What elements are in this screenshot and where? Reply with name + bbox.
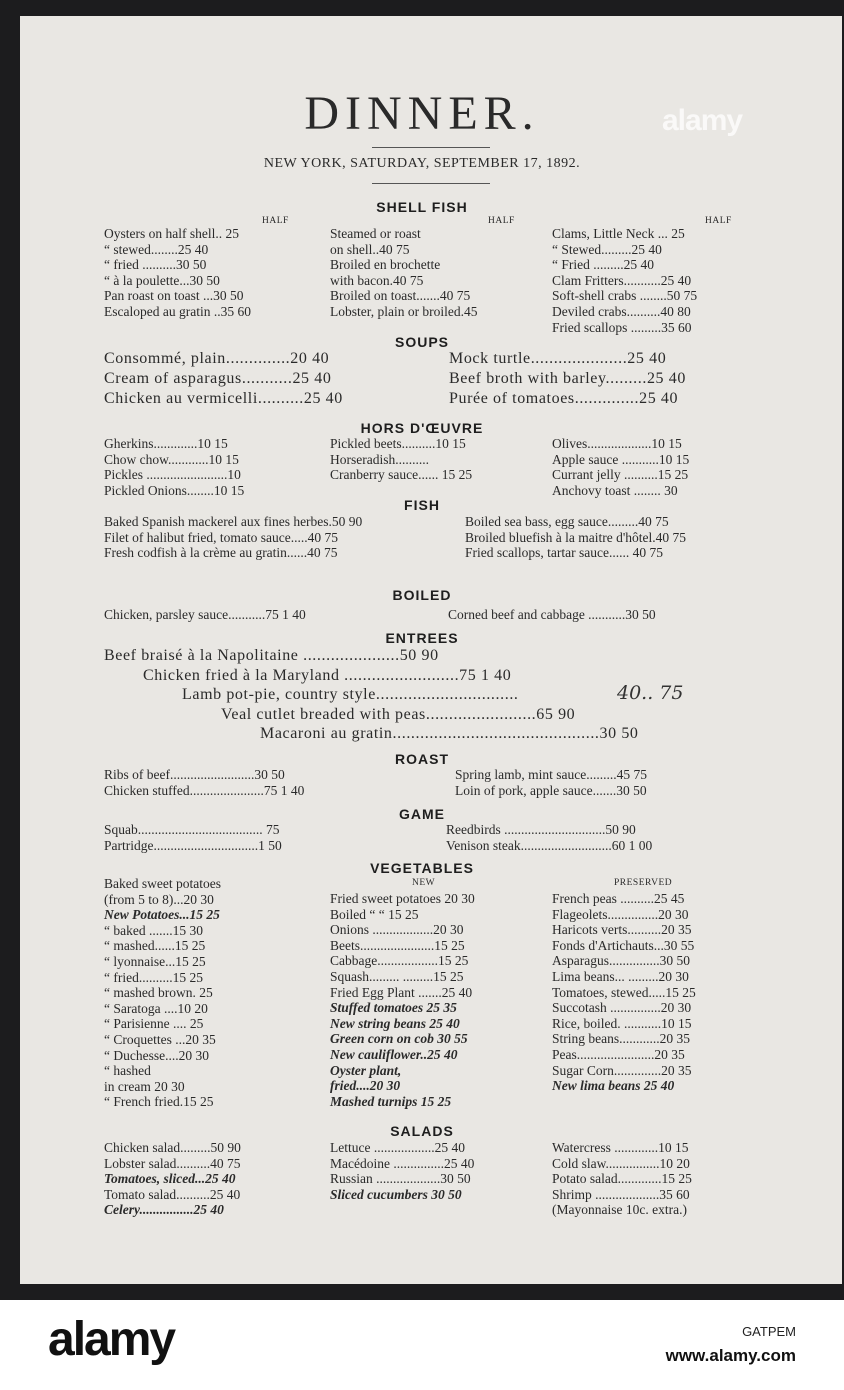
menu-item: “ lyonnaise...15 25 (104, 954, 206, 969)
menu-item: Fried sweet potatoes 20 30 (330, 891, 475, 906)
menu-item: Haricots verts..........20 35 (552, 922, 692, 938)
menu-title: DINNER. (304, 87, 540, 140)
menu-item: Cream of asparagus...........25 40 (104, 370, 332, 387)
menu-item: “ Fried .........25 40 (552, 257, 654, 273)
menu-item: “ French fried.15 25 (104, 1094, 214, 1110)
menu-item: Shrimp ...................35 60 (552, 1186, 690, 1202)
menu-item: Broiled on toast.......40 75 (330, 288, 471, 304)
menu-item: Rice, boiled. ...........10 15 (552, 1015, 692, 1031)
menu-item: Loin of pork, apple sauce.......30 50 (455, 782, 647, 798)
menu-item: New string beans 25 40 (330, 1015, 460, 1031)
menu-item: Stuffed tomatoes 25 35 (330, 1000, 457, 1016)
menu-item: Mock turtle.....................25 40 (449, 350, 667, 367)
menu-item: Lettuce ..................25 40 (330, 1140, 465, 1155)
menu-item: Purée of tomatoes..............25 40 (449, 390, 679, 407)
section-roast: ROAST (395, 751, 449, 767)
menu-item: Spring lamb, mint sauce.........45 75 (455, 767, 647, 782)
menu-item: Tomatoes, stewed.....15 25 (552, 984, 696, 1000)
menu-item: French peas ..........25 45 (552, 891, 685, 906)
handwritten-price: 40.. 75 (617, 682, 684, 704)
menu-date: NEW YORK, SATURDAY, SEPTEMBER 17, 1892. (263, 156, 581, 171)
menu-item: Pickled Onions........10 15 (104, 482, 245, 498)
menu-item: Sliced cucumbers 30 50 (330, 1186, 462, 1202)
menu-item: Corned beef and cabbage ...........30 50 (448, 607, 656, 622)
section-game: GAME (399, 806, 445, 822)
menu-item: Beets......................15 25 (330, 937, 465, 953)
menu-item: Consommé, plain..............20 40 (104, 350, 330, 367)
menu-item: Horseradish.......... (330, 451, 429, 467)
menu-item: Green corn on cob 30 55 (330, 1031, 468, 1047)
section-salads: SALADS (390, 1123, 454, 1139)
menu-item: Venison steak...........................60 1 00 (446, 837, 653, 853)
menu-item: Fried Egg Plant .......25 40 (330, 984, 473, 1000)
menu-item: “ fried ..........30 50 (104, 257, 207, 273)
menu-item: “ mashed......15 25 (104, 938, 206, 954)
menu-item: Watercress .............10 15 (552, 1140, 689, 1155)
half-label: HALF (488, 216, 515, 226)
menu-item: Broiled en brochette (330, 257, 441, 273)
section-boiled: BOILED (392, 587, 452, 603)
menu-item: Squash......... .........15 25 (330, 969, 464, 984)
menu-item: Fried scallops .........35 60 (552, 319, 692, 335)
menu-item: Tomato salad..........25 40 (104, 1186, 241, 1202)
menu-item: Reedbirds ..............................50 90 (446, 822, 636, 837)
menu-item: Oysters on half shell.. 25 (104, 226, 239, 241)
menu-item: Chow chow............10 15 (104, 451, 239, 467)
half-label: HALF (705, 216, 732, 226)
menu-item: “ mashed brown. 25 (104, 985, 213, 1001)
menu-item: Beef broth with barley.........25 40 (449, 370, 686, 387)
menu-item: Fresh codfish à la crème au gratin......40 75 (104, 545, 338, 560)
menu-item: Cabbage..................15 25 (330, 953, 469, 969)
section-soups: SOUPS (394, 334, 449, 350)
menu-item: Baked Spanish mackerel aux fines herbes.50 90 (104, 514, 363, 529)
menu-item: Chicken fried à la Maryland .........................75 1 40 (143, 666, 512, 684)
menu-item: Lamb pot-pie, country style............................... (182, 686, 519, 703)
menu-item: Anchovy toast ........ 30 (552, 482, 678, 498)
menu-item: Succotash ...............20 30 (552, 1000, 692, 1016)
menu-item: Veal cutlet breaded with peas........................65 90 (221, 705, 576, 723)
menu-item: “ Duchesse....20 30 (104, 1047, 209, 1063)
menu-item: Escaloped au gratin ..35 60 (104, 304, 251, 319)
menu-item: Cold slaw................10 20 (552, 1155, 690, 1171)
menu-item: Lobster salad..........40 75 (104, 1155, 241, 1171)
menu-item: Broiled bluefish à la maitre d'hôtel.40 75 (465, 529, 687, 545)
menu-item: Russian ...................30 50 (330, 1171, 471, 1187)
title-rule (372, 147, 490, 148)
menu-item: Tomatoes, sliced...25 40 (104, 1171, 236, 1187)
menu-item: Gherkins.............10 15 (104, 436, 228, 451)
menu-item: “ Croquettes ...20 35 (104, 1032, 216, 1047)
menu-item: Pickles ........................10 (104, 467, 241, 482)
preserved-label: PRESERVED (614, 878, 673, 888)
menu-item: Partridge...............................1 50 (104, 837, 282, 853)
watermark-faint: alamy (662, 104, 743, 137)
menu-item: Apple sauce ...........10 15 (552, 451, 690, 467)
menu-item: Boiled “ “ 15 25 (330, 906, 419, 922)
menu-item: Filet of halibut fried, tomato sauce.....40 75 (104, 529, 338, 545)
menu-item: Macaroni au gratin.............................................30 50 (260, 725, 639, 742)
menu-item: Squab..................................... 75 (104, 822, 280, 837)
menu-item: “ Parisienne .... 25 (104, 1016, 204, 1032)
menu-item: Olives...................10 15 (552, 436, 682, 451)
menu-item: String beans............20 35 (552, 1031, 690, 1047)
menu-item: in cream 20 30 (104, 1078, 185, 1094)
menu-item: “ Stewed.........25 40 (552, 241, 662, 257)
half-label: HALF (262, 216, 289, 226)
menu-item: Clam Fritters...........25 40 (552, 272, 692, 288)
menu-item: Lobster, plain or broiled.45 (330, 304, 478, 319)
section-vegetables: VEGETABLES (370, 860, 474, 876)
menu-item: Beef braisé à la Napolitaine .....................50 90 (104, 647, 439, 664)
menu-item: “ stewed........25 40 (104, 241, 209, 257)
menu-item: Cranberry sauce...... 15 25 (330, 467, 473, 482)
menu-item: (from 5 to 8)...20 30 (104, 891, 214, 907)
menu-item: Steamed or roast (330, 226, 421, 241)
menu-item: New lima beans 25 40 (552, 1078, 675, 1094)
menu-item: (Mayonnaise 10c. extra.) (552, 1202, 687, 1218)
menu-item: “ baked .......15 30 (104, 922, 203, 938)
menu-item: Currant jelly ..........15 25 (552, 467, 689, 482)
menu-item: Chicken au vermicelli..........25 40 (104, 390, 343, 407)
menu-item: on shell..40 75 (330, 241, 410, 257)
watermark-image-id: GATPEM (742, 1324, 796, 1339)
menu-item: Pan roast on toast ...30 50 (104, 288, 244, 304)
menu-item: “ Saratoga ....10 20 (104, 1000, 208, 1016)
watermark-url: www.alamy.com (665, 1346, 796, 1365)
menu-item: Flageolets...............20 30 (552, 906, 689, 922)
date-rule (372, 183, 490, 184)
menu-item: Macédoine ...............25 40 (330, 1155, 475, 1171)
menu-item: Pickled beets..........10 15 (330, 436, 466, 451)
menu-item: Boiled sea bass, egg sauce.........40 75 (465, 514, 669, 529)
watermark-logo: alamy (48, 1313, 175, 1366)
menu-item: fried....20 30 (330, 1078, 401, 1094)
menu-item: Deviled crabs..........40 80 (552, 304, 691, 319)
menu-item: Peas.......................20 35 (552, 1047, 685, 1062)
menu-item: Potato salad.............15 25 (552, 1171, 692, 1187)
section-hors-doeuvre: HORS D'ŒUVRE (360, 420, 484, 436)
menu-item: Lima beans... .........20 30 (552, 969, 689, 984)
section-entrees: ENTREES (385, 630, 459, 646)
menu-item: Oyster plant, (330, 1062, 402, 1078)
menu-item: “ fried..........15 25 (104, 969, 203, 985)
menu-item: “ hashed (104, 1063, 151, 1079)
menu-item: Baked sweet potatoes (104, 876, 221, 891)
menu-item: Fonds d'Artichauts...30 55 (552, 937, 695, 953)
menu-item: Ribs of beef.........................30 50 (104, 767, 285, 782)
menu-item: Chicken stuffed......................75 1 40 (104, 782, 305, 798)
menu-item: Sugar Corn..............20 35 (552, 1062, 692, 1078)
section-fish: FISH (404, 497, 440, 513)
menu-item: New cauliflower..25 40 (330, 1047, 458, 1062)
menu-item: Soft-shell crabs ........50 75 (552, 288, 698, 304)
menu-item: with bacon.40 75 (330, 272, 424, 288)
menu-item: Asparagus...............30 50 (552, 953, 690, 969)
section-shell-fish: SHELL FISH (376, 199, 468, 215)
menu-item: Chicken, parsley sauce...........75 1 40 (104, 607, 306, 622)
menu-item: Fried scallops, tartar sauce...... 40 75 (465, 545, 663, 560)
menu-item: Onions ..................20 30 (330, 922, 464, 938)
new-label: NEW (412, 878, 436, 888)
menu-item: New Potatoes...15 25 (104, 907, 220, 923)
menu-item: Mashed turnips 15 25 (330, 1093, 452, 1109)
menu-item: Clams, Little Neck ... 25 (552, 226, 685, 241)
menu-item: Celery................25 40 (104, 1202, 224, 1218)
menu-item: “ à la poulette...30 50 (104, 272, 220, 288)
menu-item: Chicken salad.........50 90 (104, 1140, 241, 1155)
